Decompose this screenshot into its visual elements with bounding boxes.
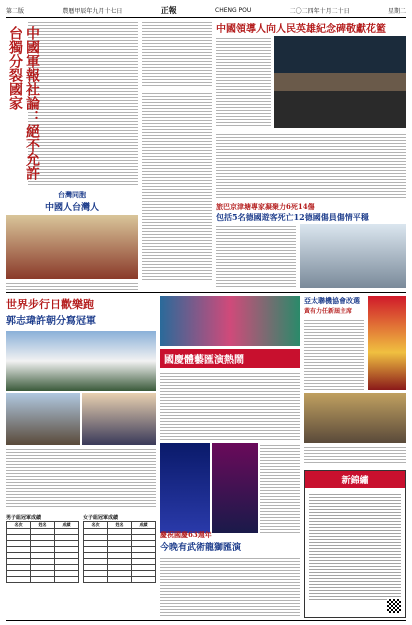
header-rule [6, 17, 406, 18]
paper-name-en: CHENG POU [215, 6, 252, 14]
national-day-title: 慶祝國慶63週年 [160, 530, 212, 539]
kiosk-photo [300, 224, 406, 288]
ad-block [304, 470, 406, 618]
qr-code-icon [387, 599, 401, 613]
center-column-text [142, 20, 212, 290]
gala-photo-2 [212, 443, 258, 533]
ad-title: 新錦繡 [305, 471, 405, 488]
marathon-photo-3 [82, 393, 156, 445]
footer-rule [6, 620, 406, 621]
results-female-title: 女子組冠軍成績 [83, 515, 119, 521]
marathon-photo-1 [6, 331, 156, 391]
weekday: 星期二 [387, 7, 406, 15]
marathon-title: 世界步行日歡樂跑 [6, 298, 94, 311]
kiosk-article [216, 202, 406, 290]
heroes-title: 中國領導人向人民英雄紀念碑敬獻花籃 [216, 24, 386, 35]
heroes-photo [274, 36, 406, 128]
issue-date: 二〇二四年十月二十日 [289, 7, 350, 15]
gala-photo-top [160, 296, 300, 346]
commentary-article [6, 20, 138, 188]
marathon-photo-2 [6, 393, 80, 445]
national-day-article [160, 530, 300, 618]
marathon-subtitle: 郭志瑋許朝分寫冠軍 [6, 316, 96, 327]
results-male-table: 名次 姓名 成績 [6, 521, 79, 583]
asia-article [304, 296, 406, 466]
asia-group-photo [304, 393, 406, 443]
asia-title: 亞太聯機協會改選 [304, 296, 360, 305]
gala-article [160, 296, 300, 526]
gala-title: 國慶體藝匯演熱鬧 [160, 349, 300, 368]
kiosk-subtitle: 包括5名德國遊客死亡12德國傷員傷情平穩 [216, 212, 369, 222]
section-rule [6, 292, 406, 293]
paper-name: 正報 [160, 4, 177, 15]
commentary-title: 中國軍報社論：絕不允許台獨分裂國家 [7, 26, 40, 180]
results-male-title: 男子組冠軍成績 [6, 515, 42, 521]
lunar-date: 農曆甲辰年九月十七日 [62, 7, 123, 15]
gala-photo-1 [160, 443, 210, 533]
kiosk-title: 旅巴京津塘專家凝聚力6死14傷 [216, 202, 315, 211]
page-header [6, 4, 406, 16]
sidebar-article [6, 190, 138, 290]
national-day-subtitle: 今晚有武術龍獅匯演 [160, 543, 242, 553]
asia-photo [368, 296, 406, 390]
heroes-article [216, 20, 406, 200]
results-tables [6, 514, 156, 618]
asia-subtitle: 黃有力任新屆主席 [304, 308, 353, 315]
sidebar-photo [6, 215, 138, 279]
marathon-article [6, 296, 156, 512]
sidebar-title: 台灣同胞 [58, 190, 86, 199]
results-female-table: 名次 姓名 成績 [83, 521, 156, 583]
page-number: 第二版 [6, 7, 25, 15]
sidebar-subtitle: 中國人台灣人 [44, 203, 99, 213]
